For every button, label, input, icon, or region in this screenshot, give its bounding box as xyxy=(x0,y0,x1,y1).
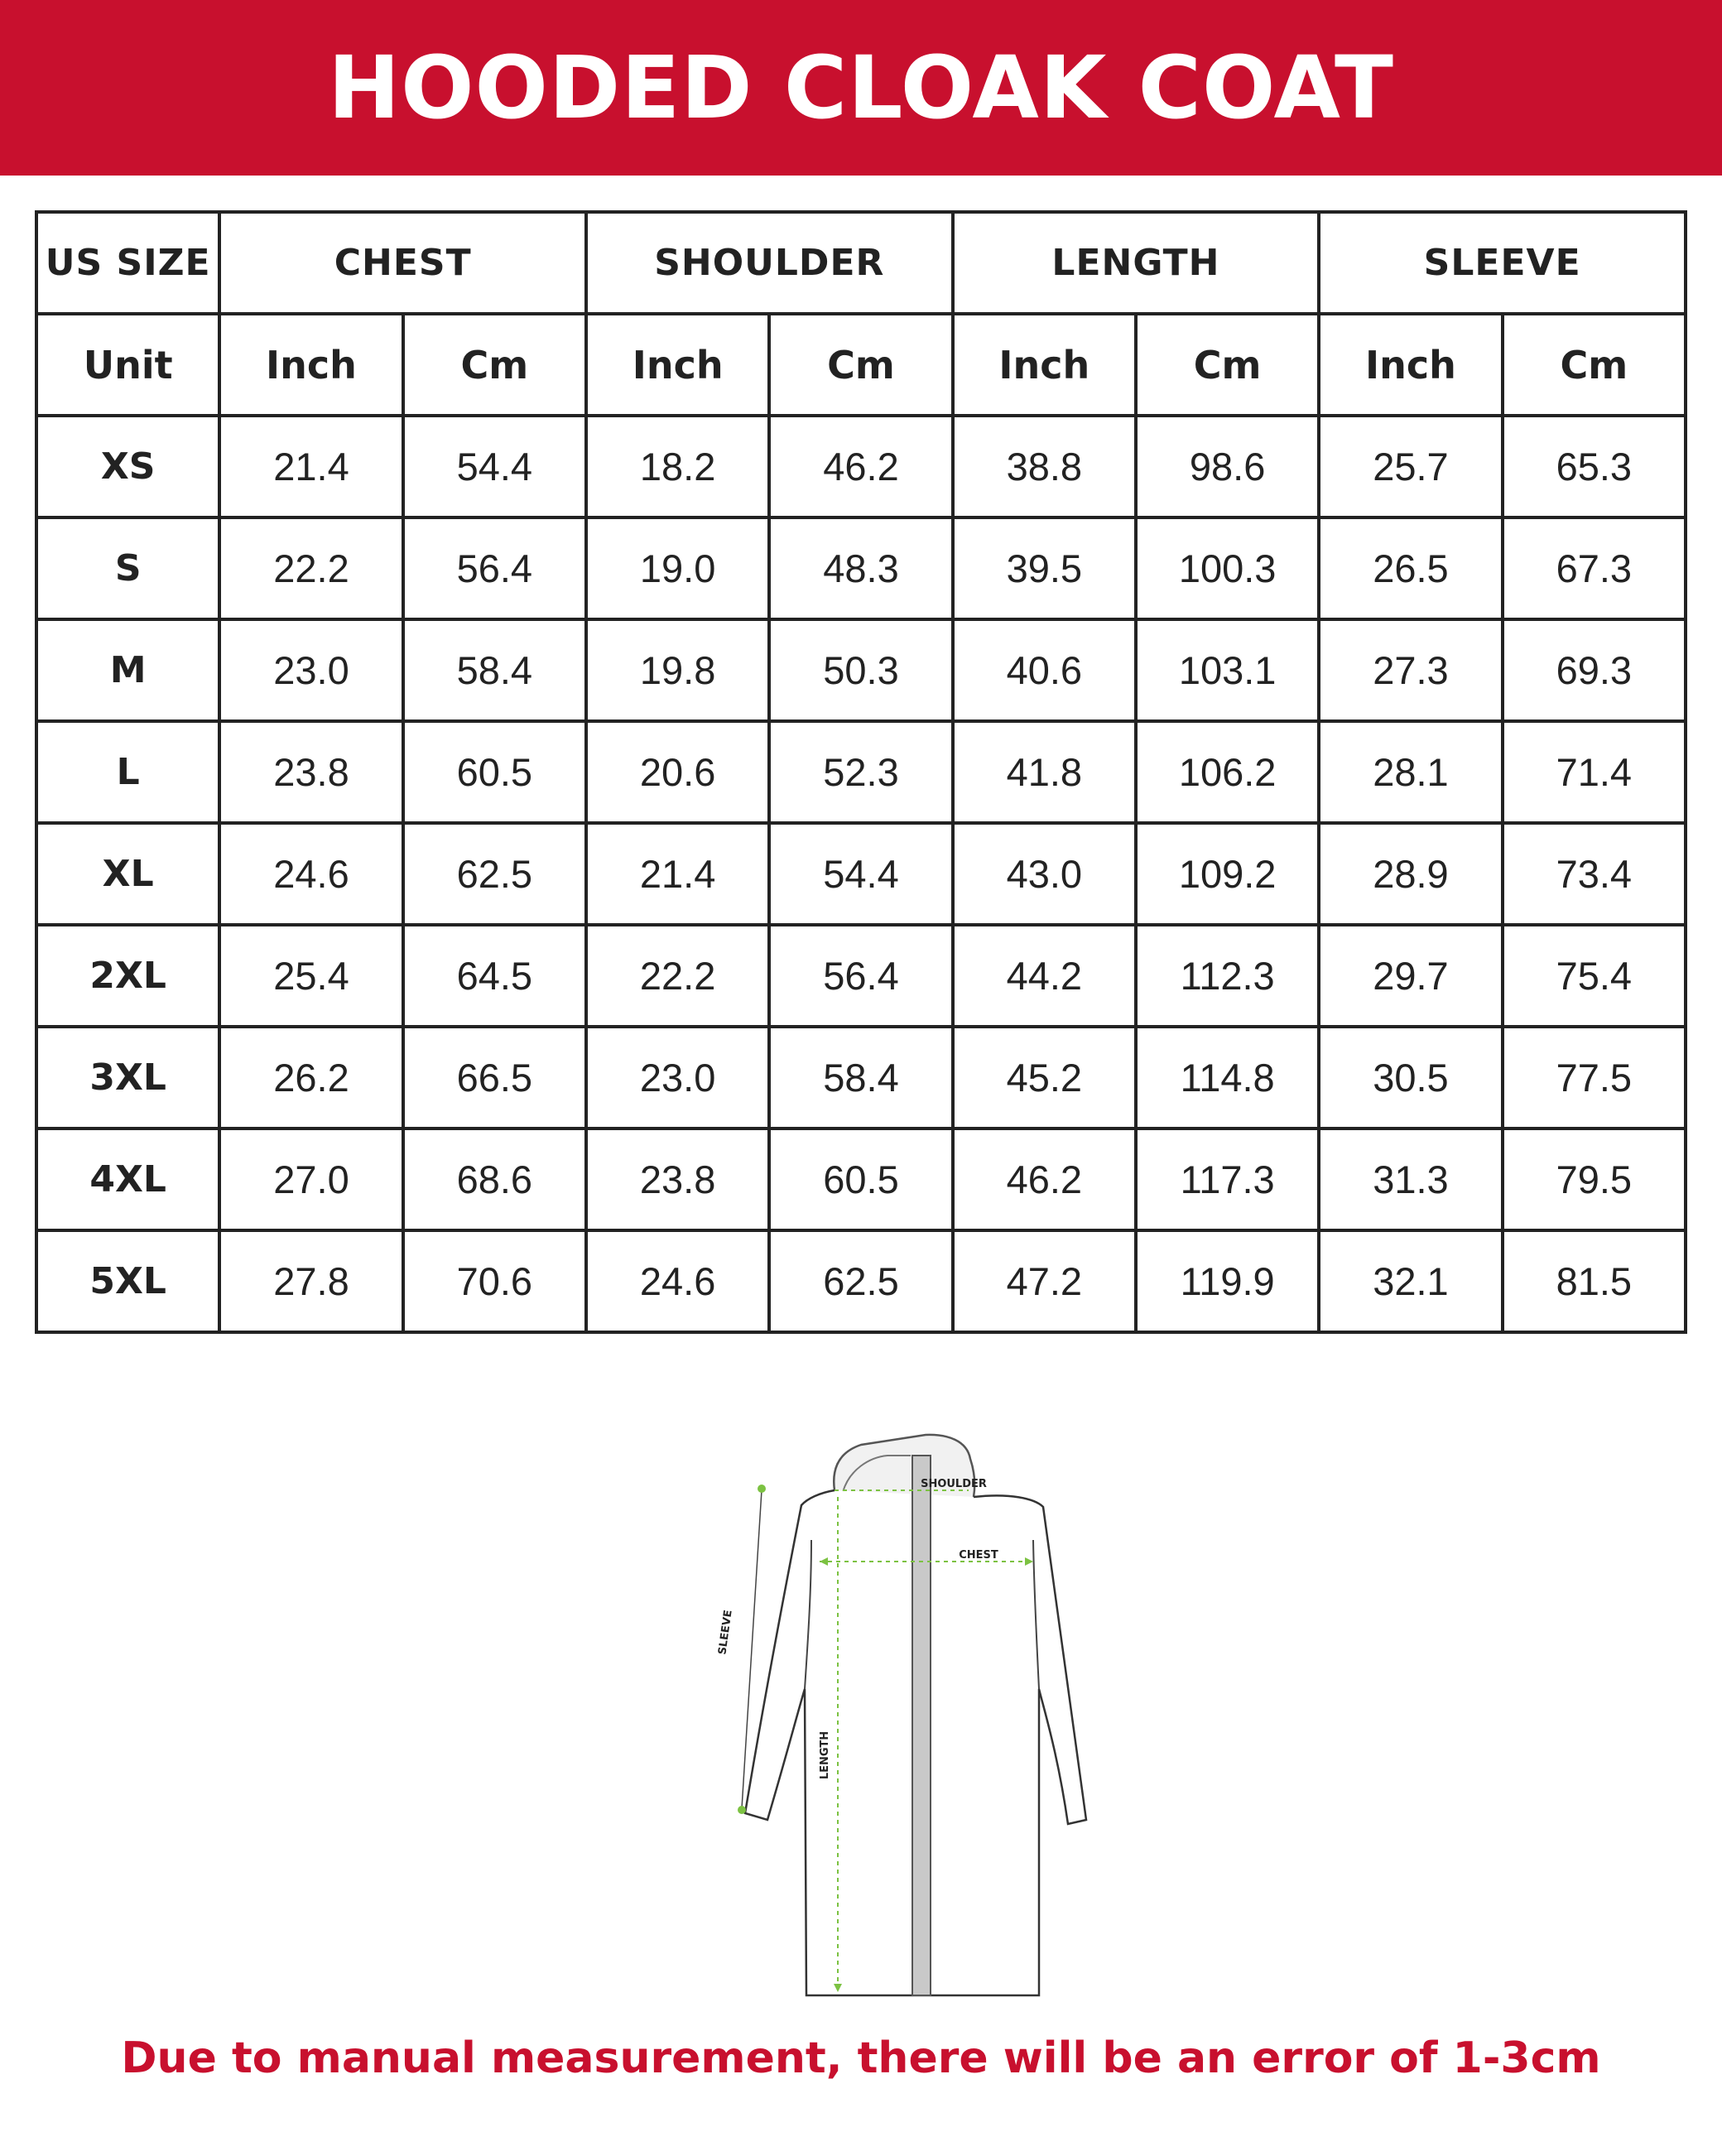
measurement-cell: 58.4 xyxy=(403,619,586,721)
measurement-cell: 58.4 xyxy=(769,1027,952,1129)
measurement-cell: 106.2 xyxy=(1136,721,1319,823)
table-row xyxy=(36,1230,1686,1332)
measurement-cell: 73.4 xyxy=(1503,823,1686,925)
title-banner xyxy=(0,0,1722,176)
measurement-cell: 32.1 xyxy=(1319,1230,1502,1332)
unit-cell: Cm xyxy=(769,314,952,416)
measurement-cell: 56.4 xyxy=(769,925,952,1027)
group-header-sleeve: SLEEVE xyxy=(1319,212,1686,314)
measurement-cell: 100.3 xyxy=(1136,517,1319,619)
measurement-cell: 39.5 xyxy=(953,517,1136,619)
measurement-cell: 62.5 xyxy=(403,823,586,925)
measurement-cell: 27.3 xyxy=(1319,619,1502,721)
group-header-row xyxy=(36,212,1686,314)
measurement-cell: 54.4 xyxy=(403,416,586,517)
measurement-cell: 28.9 xyxy=(1319,823,1502,925)
size-cell: L xyxy=(36,721,219,823)
measurement-cell: 21.4 xyxy=(586,823,769,925)
length-label: LENGTH xyxy=(819,1730,831,1780)
size-cell: 2XL xyxy=(36,925,219,1027)
unit-cell: Cm xyxy=(1136,314,1319,416)
measurement-cell: 23.0 xyxy=(586,1027,769,1129)
measurement-cell: 64.5 xyxy=(403,925,586,1027)
measurement-cell: 81.5 xyxy=(1503,1230,1686,1332)
measurement-cell: 62.5 xyxy=(769,1230,952,1332)
measurement-cell: 19.8 xyxy=(586,619,769,721)
size-cell: XS xyxy=(36,416,219,517)
measurement-cell: 25.4 xyxy=(219,925,402,1027)
size-cell: 5XL xyxy=(36,1230,219,1332)
measurement-cell: 112.3 xyxy=(1136,925,1319,1027)
size-chart-table xyxy=(35,210,1687,1334)
measurement-cell: 54.4 xyxy=(769,823,952,925)
measurement-cell: 47.2 xyxy=(953,1230,1136,1332)
table-row xyxy=(36,1129,1686,1230)
shoulder-label: SHOULDER xyxy=(921,1478,987,1490)
unit-cell: Cm xyxy=(1503,314,1686,416)
measurement-cell: 22.2 xyxy=(219,517,402,619)
unit-header-row xyxy=(36,314,1686,416)
measurement-cell: 50.3 xyxy=(769,619,952,721)
size-cell: 4XL xyxy=(36,1129,219,1230)
measurement-cell: 38.8 xyxy=(953,416,1136,517)
table-row xyxy=(36,517,1686,619)
measurement-cell: 20.6 xyxy=(586,721,769,823)
measurement-cell: 46.2 xyxy=(769,416,952,517)
hooded-coat-icon xyxy=(662,1408,1159,2004)
unit-cell: Inch xyxy=(1319,314,1502,416)
size-cell: XL xyxy=(36,823,219,925)
measurement-cell: 69.3 xyxy=(1503,619,1686,721)
measurement-cell: 98.6 xyxy=(1136,416,1319,517)
measurement-cell: 75.4 xyxy=(1503,925,1686,1027)
measurement-cell: 18.2 xyxy=(586,416,769,517)
measurement-cell: 46.2 xyxy=(953,1129,1136,1230)
table-row xyxy=(36,1027,1686,1129)
measurement-cell: 117.3 xyxy=(1136,1129,1319,1230)
measurement-cell: 48.3 xyxy=(769,517,952,619)
unit-cell: Inch xyxy=(219,314,402,416)
measurement-cell: 65.3 xyxy=(1503,416,1686,517)
measurement-cell: 45.2 xyxy=(953,1027,1136,1129)
measurement-cell: 27.0 xyxy=(219,1129,402,1230)
measurement-cell: 28.1 xyxy=(1319,721,1502,823)
measurement-cell: 23.0 xyxy=(219,619,402,721)
unit-label-cell: Unit xyxy=(36,314,219,416)
measurement-cell: 26.5 xyxy=(1319,517,1502,619)
measurement-cell: 43.0 xyxy=(953,823,1136,925)
measurement-cell: 79.5 xyxy=(1503,1129,1686,1230)
measurement-cell: 19.0 xyxy=(586,517,769,619)
measurement-cell: 70.6 xyxy=(403,1230,586,1332)
measurement-cell: 24.6 xyxy=(219,823,402,925)
measurement-cell: 66.5 xyxy=(403,1027,586,1129)
table-row xyxy=(36,925,1686,1027)
measurement-cell: 71.4 xyxy=(1503,721,1686,823)
table-row xyxy=(36,721,1686,823)
measurement-cell: 25.7 xyxy=(1319,416,1502,517)
measurement-cell: 109.2 xyxy=(1136,823,1319,925)
measurement-cell: 67.3 xyxy=(1503,517,1686,619)
measurement-cell: 60.5 xyxy=(769,1129,952,1230)
group-header-shoulder: SHOULDER xyxy=(586,212,953,314)
measurement-cell: 56.4 xyxy=(403,517,586,619)
size-cell: S xyxy=(36,517,219,619)
measurement-cell: 44.2 xyxy=(953,925,1136,1027)
table-row xyxy=(36,619,1686,721)
measurement-cell: 103.1 xyxy=(1136,619,1319,721)
measurement-cell: 31.3 xyxy=(1319,1129,1502,1230)
measurement-cell: 60.5 xyxy=(403,721,586,823)
size-header-cell: US SIZE xyxy=(36,212,219,314)
measurement-note: Due to manual measurement, there will be an error of 1-3cm xyxy=(121,2033,1601,2083)
measurement-cell: 77.5 xyxy=(1503,1027,1686,1129)
measurement-cell: 114.8 xyxy=(1136,1027,1319,1129)
table-row xyxy=(36,823,1686,925)
group-header-chest: CHEST xyxy=(219,212,586,314)
measurement-cell: 26.2 xyxy=(219,1027,402,1129)
measurement-cell: 23.8 xyxy=(219,721,402,823)
group-header-length: LENGTH xyxy=(953,212,1320,314)
unit-cell: Cm xyxy=(403,314,586,416)
measurement-cell: 22.2 xyxy=(586,925,769,1027)
measurement-cell: 41.8 xyxy=(953,721,1136,823)
measurement-cell: 23.8 xyxy=(586,1129,769,1230)
measurement-cell: 29.7 xyxy=(1319,925,1502,1027)
measurement-cell: 21.4 xyxy=(219,416,402,517)
size-cell: 3XL xyxy=(36,1027,219,1129)
measurement-cell: 119.9 xyxy=(1136,1230,1319,1332)
page-title: HOODED CLOAK COAT xyxy=(328,37,1394,138)
measurement-cell: 68.6 xyxy=(403,1129,586,1230)
unit-cell: Inch xyxy=(586,314,769,416)
sleeve-label: SLEEVE xyxy=(716,1609,735,1656)
measurement-cell: 40.6 xyxy=(953,619,1136,721)
measurement-cell: 30.5 xyxy=(1319,1027,1502,1129)
size-cell: M xyxy=(36,619,219,721)
measurement-cell: 27.8 xyxy=(219,1230,402,1332)
measurement-cell: 24.6 xyxy=(586,1230,769,1332)
table-row xyxy=(36,416,1686,517)
unit-cell: Inch xyxy=(953,314,1136,416)
chest-label: CHEST xyxy=(959,1549,998,1562)
measurement-cell: 52.3 xyxy=(769,721,952,823)
